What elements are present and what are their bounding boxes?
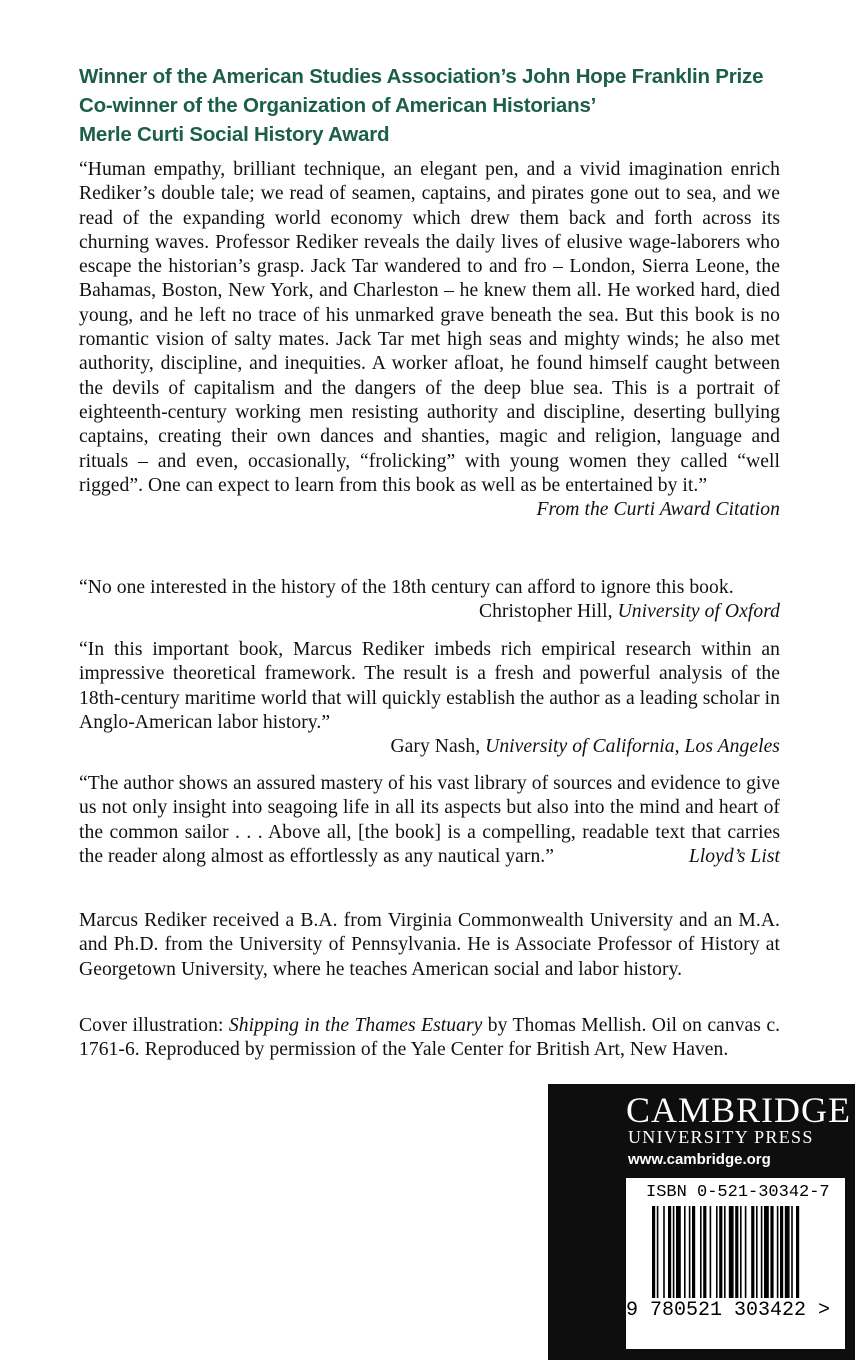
barcode-bar (657, 1206, 659, 1298)
award-line-3: Merle Curti Social History Award (79, 123, 390, 146)
barcode-bar (652, 1206, 655, 1298)
quote-author: Christopher Hill, (478, 601, 613, 623)
cover-credit-prefix: Cover illustration: (79, 1015, 224, 1036)
review-quote-lloyds (79, 772, 780, 869)
barcode-bar (729, 1206, 734, 1298)
barcode-bar (724, 1206, 726, 1298)
barcode-bar (756, 1206, 758, 1298)
barcode-bar (780, 1206, 783, 1298)
barcode-bar (751, 1206, 754, 1298)
quote-affiliation: University of California, Los Angeles (485, 736, 780, 758)
author-bio: Marcus Rediker received a B.A. from Virginia Commonwealth University and an M.A. and Ph.D. from the University of Pennsylvania. He is Associate Professor of History at Georgetown University, where he teaches American social and labor history. (79, 910, 780, 980)
quote-attribution (79, 735, 780, 759)
quote-text: “Human empathy, brilliant technique, an elegant pen, and a vivid imagination enrich Rediker’s double tale; we read of seamen, captains, and pirates gone out to sea, and we read of the expanding world economy which drew them back and forth across its churning waves. Professor Rediker reveals the daily lives of elusive wage-laborers who escape the historian’s grasp. Jack Tar wandered to and fro – London, Sierra Leone, the Bahamas, Boston, New York, and Charleston – he knew them all. He worked hard, died young, and he left no trace of his unmarked grave beneath the sea. But this book is no romantic vision of salty mates. Jack Tar met high seas and mighty winds; he also met authority, discipline, and inequities. A worker afloat, he found himself caught between the devils of capitalism and the dangers of the deep blue sea. This is a portrait of eighteenth-century working men resisting authority and discipline, deserting bullying captains, creating their own dances and shanties, magic and religion, language and rituals – and even, occasionally, “frolicking” with young women they called “well rigged”. One can expect to learn from this book as well as be entertained by it.” (79, 159, 780, 496)
quote-attribution (479, 600, 780, 624)
barcode-bar (663, 1206, 665, 1298)
barcode-bar (710, 1206, 712, 1298)
barcode-bar (770, 1206, 773, 1298)
barcode-bar (703, 1206, 706, 1298)
barcode-bar (684, 1206, 686, 1298)
quote-attribution: Lloyd’s List (688, 845, 780, 867)
publisher-url: www.cambridge.org (628, 1151, 771, 1168)
publisher-press: UNIVERSITY PRESS (628, 1127, 814, 1147)
quote-affiliation: University of Oxford (617, 601, 780, 623)
award-line-2: Co-winner of the Organization of American Historians’ (79, 94, 597, 117)
quote-attribution: From the Curti Award Citation (536, 499, 780, 521)
barcode-digits: 9 780521 303422 > (626, 1299, 831, 1322)
barcode-bar (764, 1206, 769, 1298)
review-quote-hill (79, 576, 780, 625)
publisher-name: CAMBRIDGE (626, 1090, 852, 1130)
cover-credit-suffix: by Thomas Mellish. Oil on canvas c. 1761-6. Reproduced by permission of the Yale Center for British Art, New Haven. (79, 1015, 781, 1061)
barcode-bar (740, 1206, 742, 1298)
quote-text: “No one interested in the history of the 18th century can afford to ignore this book. (79, 577, 734, 598)
barcode-bar (761, 1206, 763, 1298)
barcode-bar (676, 1206, 681, 1298)
barcode-bar (716, 1206, 718, 1298)
barcode-bar (700, 1206, 702, 1298)
barcode-bar (745, 1206, 747, 1298)
barcode-bar (668, 1206, 671, 1298)
barcode-bar (791, 1206, 793, 1298)
quote-author: Gary Nash, (390, 736, 481, 758)
publisher-block (548, 1084, 855, 1360)
quote-text: “The author shows an assured mastery of his vast library of sources and evidence to give us not only insight into seagoing life in all its aspects but also into the mind and heart of the common sailor . . . Above all, [the book] is a compelling, readable text that carries the reader along almost as effortlessly as any nautical yarn.” (79, 773, 780, 867)
cover-credit (79, 1014, 780, 1063)
barcode-bar (777, 1206, 779, 1298)
review-quote-nash (79, 638, 780, 759)
award-line-1: Winner of the American Studies Association’s John Hope Franklin Prize (79, 65, 764, 88)
review-quote-curti (79, 158, 780, 522)
awards-heading (79, 62, 799, 149)
barcode-bar (735, 1206, 738, 1298)
barcode-bar (673, 1206, 675, 1298)
isbn-barcode-box (626, 1178, 845, 1349)
barcode-bar (692, 1206, 695, 1298)
quote-text: “In this important book, Marcus Rediker imbeds rich empirical research within an impressive theoretical framework. The result is a fresh and powerful analysis of the 18th-century maritime world that will quickly establish the author as a leading scholar in Anglo-American labor history.” (79, 639, 780, 733)
barcode-bar (796, 1206, 799, 1298)
barcode-bar (785, 1206, 790, 1298)
barcode-icon (626, 1206, 845, 1304)
isbn-number: ISBN 0-521-30342-7 (646, 1183, 830, 1202)
barcode-bar (689, 1206, 691, 1298)
cover-painting-title: Shipping in the Thames Estuary (228, 1015, 483, 1036)
barcode-bar (719, 1206, 722, 1298)
